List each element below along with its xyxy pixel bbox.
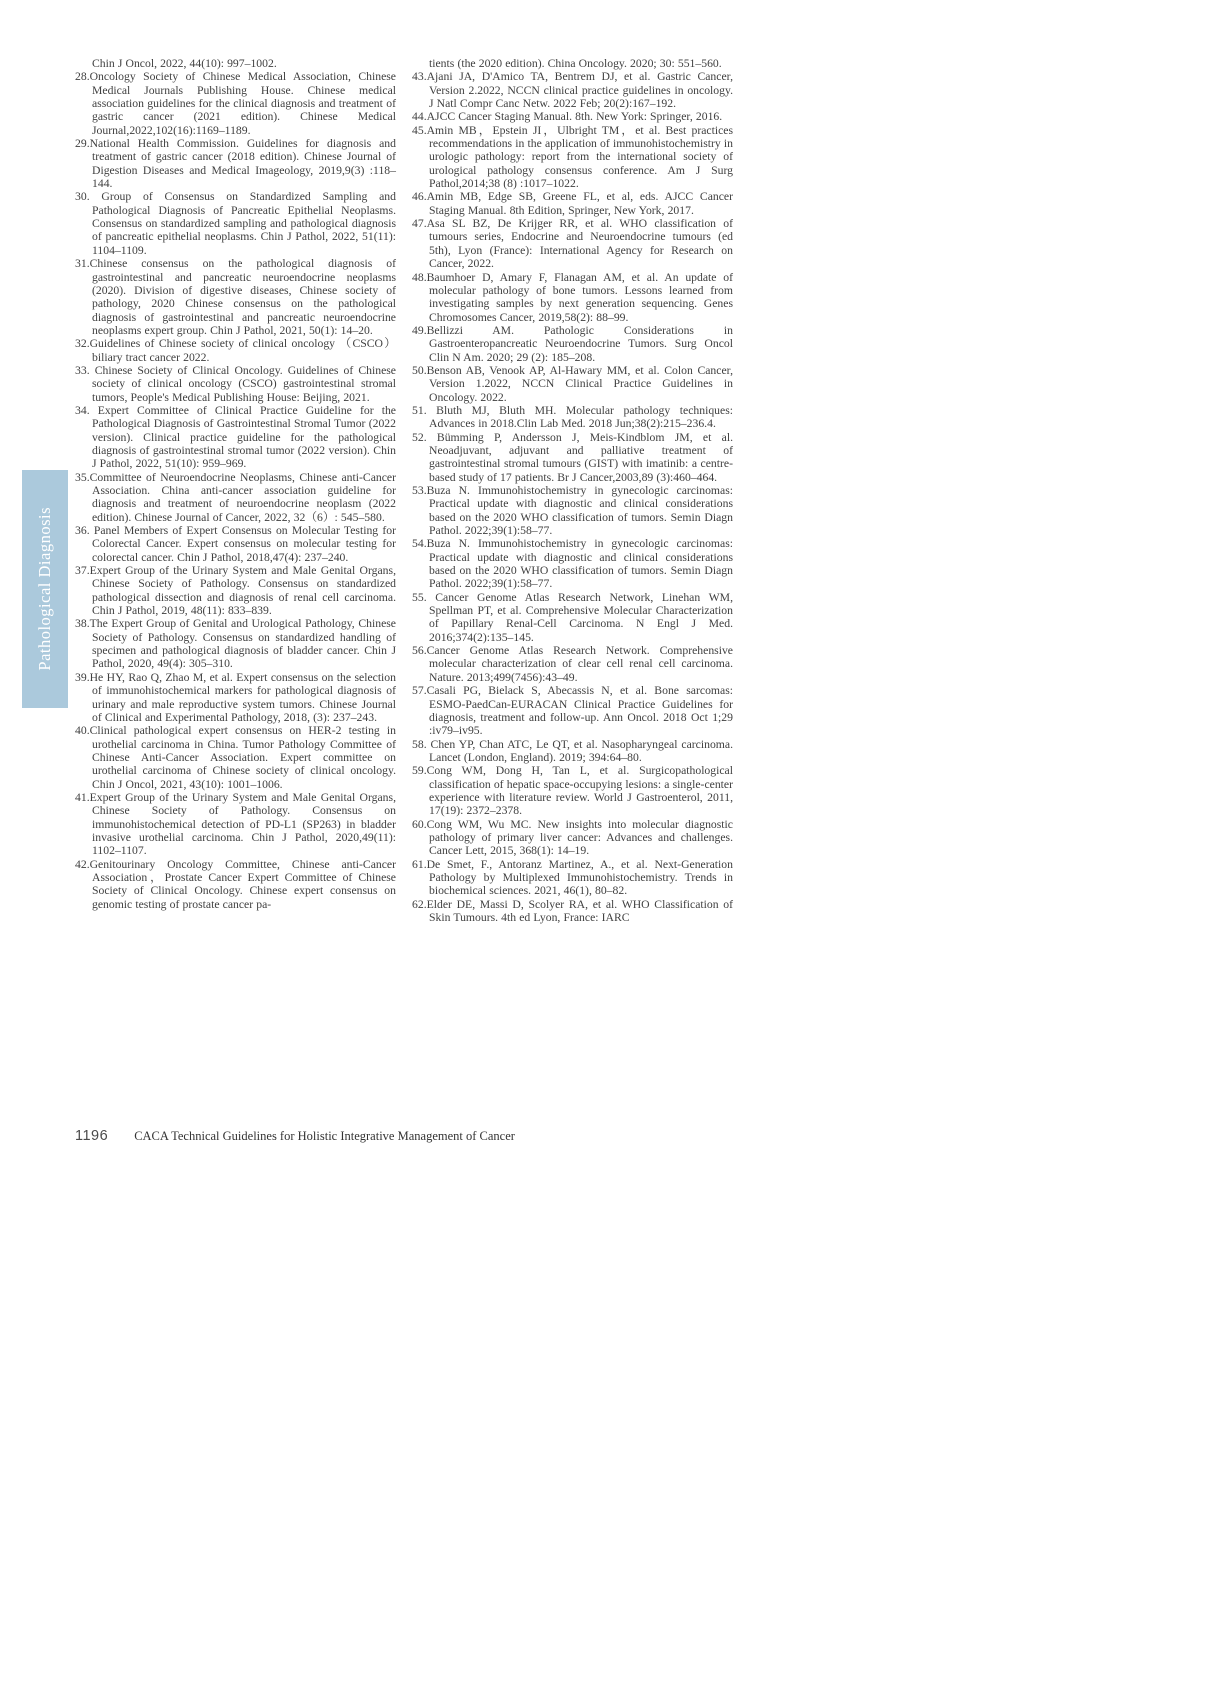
reference-number: 59. [412,764,427,778]
reference-text: Group of Consensus on Standardized Sampling and Pathological Diagnosis of Pancreatic Epithelial Neoplasms. Consensus on standardized sampling and pathological diagnosis of pancreatic epithelial neoplasms. Chin J Pathol, 2022, 51(11): 1104–1109. [89,190,396,257]
reference-item [75,524,396,564]
reference-text: National Health Commission. Guidelines for diagnosis and treatment of gastric cancer (2018 edition). Chinese Journal of Digestion Diseases and Medical Imageology, 2019,9(3) :118–144. [89,137,396,191]
reference-number: 60. [412,817,427,831]
reference-number: 30. [75,190,90,204]
reference-item [75,617,396,670]
reference-number: 41. [75,790,90,804]
reference-number: 55. [412,590,427,604]
reference-text: Expert Committee of Clinical Practice Guideline for the Pathological Diagnosis of Gastrointestinal Stromal Tumor (2022 version). Clinical practice guideline for the pathological diagnosis of gastrointestinal stromal tumor (2022 version). Chin J Pathol, 2022, 51(10): 959–969. [89,403,396,471]
reference-item [75,671,396,724]
reference-item [75,337,396,364]
reference-continuation [412,57,733,70]
reference-item [412,190,733,217]
reference-continuation [75,57,396,70]
reference-text: Buza N. Immunohistochemistry in gynecologic carcinomas: Practical update with diagnostic and clinical considerations based on the 2020 WHO classification of tumors. Semin Diagn Pathol. 2022;39(1):58–77. [426,537,733,591]
reference-item [412,591,733,644]
reference-text: De Smet, F., Antoranz Martinez, A., et al. Next-Generation Pathology by Multiplexed Immunohistochemistry. Trends in biochemical sciences. 2021, 46(1), 80–82. [426,857,733,898]
reference-number: 53. [412,484,427,497]
reference-text: Genitourinary Oncology Committee, Chinese anti-Cancer Association，Prostate Cancer Expert Committee of Chinese Society of Clinical Oncology. Chinese expert consensus on genomic testing of prostate cancer pa- [89,857,396,911]
reference-item [412,124,733,191]
reference-item [412,364,733,404]
reference-text: Chinese Society of Clinical Oncology. Guidelines of Chinese society of clinical oncology (CSCO) gastrointestinal stromal tumors, People's Medical Publishing House: Beijing, 2021. [89,363,396,404]
reference-text: Oncology Society of Chinese Medical Association, Chinese Medical Journals Publishing House. Chinese medical association guidelines for the clinical diagnosis and treatment of gastric cancer (2021 edition). Chinese Medical Journal,2022,102(16):1169–1189. [89,70,396,137]
reference-number: 61. [412,857,427,871]
reference-number: 62. [412,897,427,911]
reference-text: He HY, Rao Q, Zhao M, et al. Expert consensus on the selection of immunohistochemical markers for pathological diagnosis of urinary and male reproductive system tumors. Chinese Journal of Clinical and Experimental Pathology, 2018, (3): 237–243. [89,670,396,724]
reference-text: Cong WM, Dong H, Tan L, et al. Surgicopathological classification of hepatic space-occupying lesions: a single-center experience with literature review. World J Gastroenterol, 2011, 17(19): 2372–2378. [426,764,733,818]
reference-number: 33. [75,363,90,377]
reference-item [412,70,733,110]
reference-item [75,70,396,137]
reference-text: Buza N. Immunohistochemistry in gynecologic carcinomas: Practical update with diagnostic and clinical considerations based on the 2020 WHO classification of tumors. Semin Diagn Pathol. 2022;39(1):58–77. [426,484,733,538]
reference-number: 50. [412,363,427,377]
reference-item [75,471,396,524]
reference-item [75,724,396,791]
reference-text: Chinese consensus on the pathological diagnosis of gastrointestinal and pancreatic neuroendocrine neoplasms (2020). Division of digestive diseases, Chinese society of pathology, 2020 Chinese consensus on the pathological diagnosis of gastrointestinal and pancreatic neuroendocrine neoplasms expert group. Chin J Pathol, 2021, 50(1): 14–20. [89,257,396,337]
reference-number: 43. [412,70,427,84]
reference-text: Committee of Neuroendocrine Neoplasms, Chinese anti-Cancer Association. China anti-cancer association guideline for diagnosis and treatment of neuroendocrine neoplasm (2022 edition). Chinese Journal of Cancer, 2022, 32（6）: 545–580. [89,470,396,524]
reference-item [75,858,396,911]
page-number: 1196 [75,1128,109,1144]
reference-number: 39. [75,670,90,684]
reference-text: Cong WM, Wu MC. New insights into molecular diagnostic pathology of primary liver cancer: Advances and challenges. Cancer Lett, 2015, 368(1): 14–19. [426,817,733,858]
reference-item [412,818,733,858]
reference-item [412,484,733,537]
reference-item [412,764,733,817]
reference-number: 28. [75,70,90,84]
reference-item [412,738,733,765]
reference-text: Chin J Oncol, 2022, 44(10): 997–1002. [92,57,277,70]
reference-text: Chen YP, Chan ATC, Le QT, et al. Nasopharyngeal carcinoma. Lancet (London, England). 2019; 394:64–80. [426,737,733,764]
reference-text: Panel Members of Expert Consensus on Molecular Testing for Colorectal Cancer. Expert consensus on molecular testing for colorectal cancer. Chin J Pathol, 2018,47(4): 237–240. [89,524,396,564]
reference-number: 31. [75,257,90,271]
reference-text: AJCC Cancer Staging Manual. 8th. New York: Springer, 2016. [426,110,723,124]
reference-text: Guidelines of Chinese society of clinical oncology （CSCO）biliary tract cancer 2022. [89,337,396,364]
reference-number: 36. [75,524,90,538]
reference-text: Benson AB, Venook AP, Al-Hawary MM, et al. Colon Cancer, Version 1.2022, NCCN Clinical Practice Guidelines in Oncology. 2022. [426,363,733,404]
reference-item [412,324,733,364]
reference-number: 38. [75,617,90,631]
reference-text: Bluth MJ, Bluth MH. Molecular pathology techniques: Advances in 2018.Clin Lab Med. 2018 Jun;38(2):215–236.4. [426,403,733,431]
reference-text: Expert Group of the Urinary System and Male Genital Organs, Chinese Society of Pathology. Consensus on immunohistochemical detection of PD-L1 (SP263) in bladder invasive urothelial carcinoma. Chin J Pathol, 2020,49(11): 1102–1107. [89,790,396,858]
reference-text: Bellizzi AM. Pathologic Considerations in Gastroenteropancreatic Neuroendocrine Tumors. Surg Oncol Clin N Am. 2020; 29 (2): 185–208. [426,323,733,364]
reference-text: Clinical pathological expert consensus on HER-2 testing in urothelial carcinoma in China. Tumor Pathology Committee of Chinese Anti-Cancer Association. Expert committee on urothelial carcinoma of Chinese society of clinical oncology. Chin J Oncol, 2021, 43(10): 1001–1006. [89,724,396,791]
reference-number: 44. [412,110,427,124]
reference-number: 40. [75,724,90,738]
reference-item [412,684,733,737]
reference-number: 54. [412,537,427,551]
reference-item [412,644,733,684]
reference-text: Amin MB, Edge SB, Greene FL, et al, eds. AJCC Cancer Staging Manual. 8th Edition, Springer, New York, 2017. [426,190,733,217]
reference-item [412,217,733,270]
reference-text: Elder DE, Massi D, Scolyer RA, et al. WHO Classification of Skin Tumours. 4th ed Lyon, France: IARC [426,897,733,924]
reference-text: Cancer Genome Atlas Research Network, Linehan WM, Spellman PT, et al. Comprehensive Molecular Characterization of Papillary Renal-Cell Carcinoma. N Engl J Med. 2016;374(2):135–145. [426,590,733,644]
reference-number: 58. [412,737,427,751]
reference-item [412,271,733,324]
reference-text: Baumhoer D, Amary F, Flanagan AM, et al. An update of molecular pathology of bone tumors. Lessons learned from investigating samples by next generation sequencing. Genes Chromosomes Cancer, 2019,58(2): 88–99. [426,270,733,324]
reference-number: 29. [75,137,90,151]
reference-text: The Expert Group of Genital and Urological Pathology, Chinese Society of Pathology. Consensus on standardized handling of specimen and pathological diagnosis of bladder cancer. Chin J Pathol, 2020, 49(4): 305–310. [89,617,396,671]
running-title: CACA Technical Guidelines for Holistic Integrative Management of Cancer [134,1129,515,1143]
page-footer [75,1128,515,1144]
references-column-right [412,57,733,924]
reference-number: 42. [75,857,90,871]
chapter-tab-label: Pathological Diagnosis [35,507,54,671]
reference-number: 46. [412,190,427,204]
reference-number: 52. [412,430,427,444]
reference-number: 35. [75,470,90,484]
reference-number: 57. [412,684,427,698]
reference-text: Expert Group of the Urinary System and Male Genital Organs, Chinese Society of Pathology. Consensus on standardized pathological dissection and diagnosis of renal cell carcinoma. Chin J Pathol, 2019, 48(11): 833–839. [89,564,396,618]
reference-number: 32. [75,337,90,351]
reference-text: Asa SL BZ, De Krijger RR, et al. WHO classification of tumours series, Endocrine and Neuroendocrine tumours (ed 5th), Lyon (France): International Agency for Research on Cancer, 2022. [426,217,733,271]
reference-text: Ajani JA, D'Amico TA, Bentrem DJ, et al. Gastric Cancer, Version 2.2022, NCCN clinical practice guidelines in oncology. J Natl Compr Canc Netw. 2022 Feb; 20(2):167–192. [426,70,733,111]
reference-text: Bümming P, Andersson J, Meis-Kindblom JM, et al. Neoadjuvant, adjuvant and palliative treatment of gastrointestinal stromal tumours (GIST) with imatinib: a centre-based study of 17 patients. Br J Cancer,2003,89 (3):460–464. [426,430,733,484]
reference-number: 47. [412,217,427,231]
reference-item [412,537,733,590]
reference-text: Cancer Genome Atlas Research Network. Comprehensive molecular characterization of clear cell renal cell carcinoma. Nature. 2013;499(7456):43–49. [426,644,733,684]
reference-number: 56. [412,644,427,658]
reference-item [412,858,733,898]
references-column-left [75,57,396,924]
reference-text: Casali PG, Bielack S, Abecassis N, et al. Bone sarcomas: ESMO-PaedCan-EURACAN Clinical Practice Guidelines for diagnosis, treatment and follow-up. Ann Oncol. 2018 Oct 1;29 :iv79–iv95. [426,684,733,738]
reference-item [412,431,733,484]
reference-item [412,404,733,431]
reference-number: 49. [412,323,427,337]
reference-item [75,404,396,471]
reference-item [412,110,733,123]
reference-number: 48. [412,270,427,284]
reference-number: 45. [412,123,427,137]
reference-number: 34. [75,403,90,417]
reference-item [75,190,396,257]
reference-item [75,791,396,858]
reference-item [75,137,396,190]
reference-number: 51. [412,403,427,417]
chapter-tab [22,470,68,708]
reference-item [75,364,396,404]
reference-item [75,257,396,337]
references-section [75,57,733,924]
reference-number: 37. [75,564,90,578]
reference-text: Amin MB，Epstein JI，Ulbright TM，et al. Best practices recommendations in the application of immunohistochemistry in urologic pathology: report from the international society of urological pathology consensus conference. Am J Surg Pathol,2014;38 (8) :1017–1022. [426,123,733,191]
reference-text: tients (the 2020 edition). China Oncology. 2020; 30: 551–560. [429,57,722,70]
reference-item [412,898,733,925]
reference-item [75,564,396,617]
